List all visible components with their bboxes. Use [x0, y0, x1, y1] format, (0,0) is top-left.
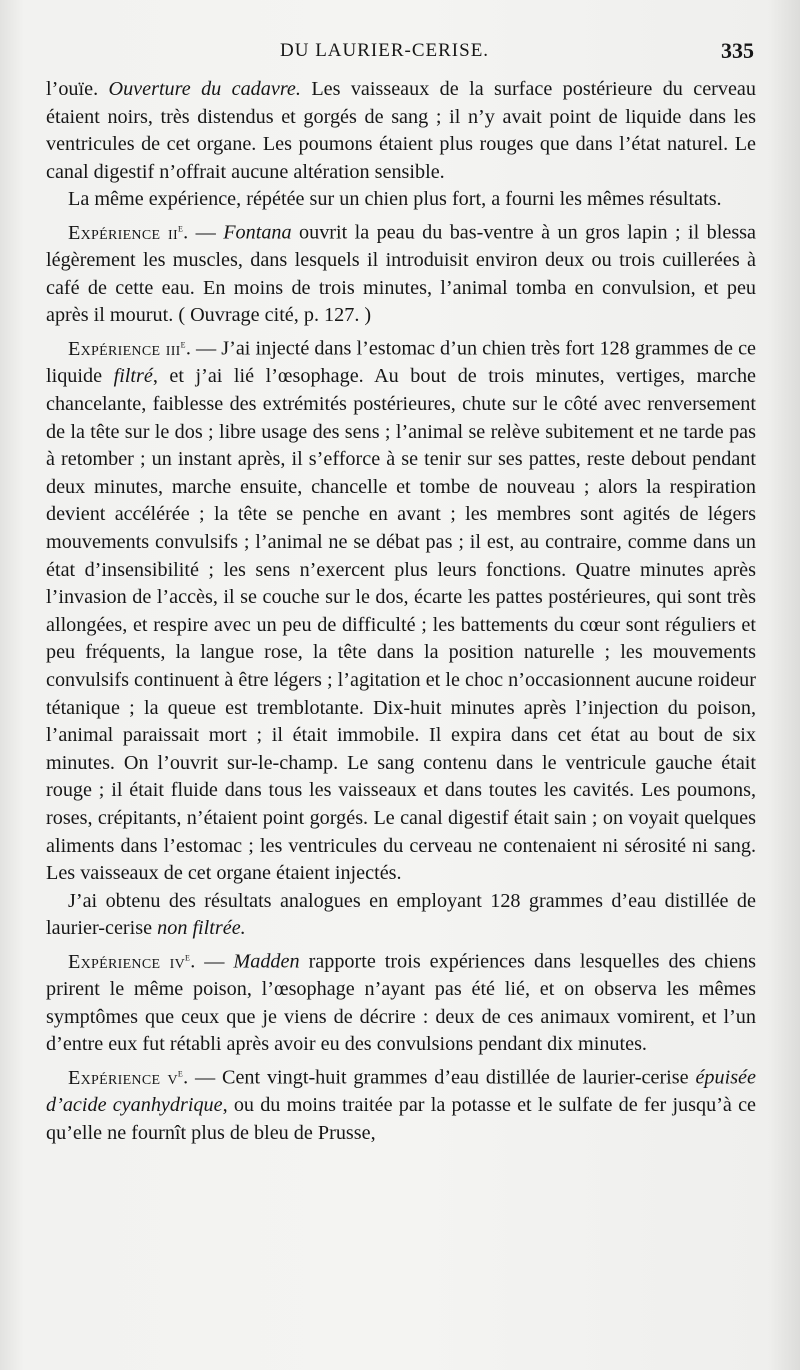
italic-text: Ouverture du cadavre. — [108, 78, 301, 100]
ordinal-superscript: e — [177, 219, 184, 234]
page-number: 335 — [721, 38, 754, 63]
text-run: rapporte trois expériences dans lesquelles des chiens prirent le même poison, l’œsophage n’ayant pas été lié, et on observa les mêmes symptômes que ceux que je viens de décrire : deux de ces animaux vomirent, et l’un d’entre eux fut rétabli après avoir eu des convulsions pendant dix minutes. — [46, 950, 756, 1056]
italic-text: Madden — [233, 950, 300, 973]
paragraph — [46, 186, 756, 214]
text-run: La même expérience, répétée sur un chien plus fort, a fourni les mêmes résultats. — [68, 188, 722, 211]
text-run: l’ouïe. — [46, 78, 109, 100]
ordinal-superscript: e — [177, 1064, 184, 1079]
italic-text: non filtrée. — [157, 917, 246, 940]
paragraph — [46, 214, 756, 330]
italic-text: épuisée d’acide cyanhydrique — [46, 1066, 756, 1117]
text-run: . — Cent vingt-huit grammes d’eau distillée de laurier-cerise — [183, 1066, 696, 1089]
experiment-heading — [68, 219, 184, 244]
paragraph — [46, 76, 756, 186]
italic-text: Fontana — [223, 221, 292, 244]
running-title: DU LAURIER-CERISE. — [280, 40, 490, 61]
experiment-numeral: v — [167, 1066, 178, 1089]
text-run: ouvrit la peau du bas-ventre à un gros lapin ; il blessa légèrement les muscles, dans lesquels il introduisit environ deux ou trois cuillerées à café de cette eau. En moins de trois minutes, l’animal tomba en convulsion, et peu après il mourut. ( Ouvrage cité, p. 127. ) — [46, 221, 756, 327]
paragraph — [46, 1059, 756, 1148]
paragraph — [46, 330, 756, 888]
experiment-heading — [68, 1064, 184, 1089]
page-header — [0, 38, 800, 68]
italic-text: filtré — [113, 365, 153, 388]
text-run: . — J’ai injecté dans l’estomac d’un chien très fort 128 grammes de ce liquide — [46, 337, 756, 388]
experiment-numeral: iv — [169, 950, 186, 973]
experiment-heading — [68, 338, 186, 360]
paragraph — [46, 888, 756, 943]
experiment-heading — [68, 948, 191, 973]
ordinal-superscript: e — [185, 948, 191, 963]
paragraph — [46, 943, 756, 1059]
text-run: . — — [190, 950, 234, 973]
text-run: J’ai obtenu des résultats analogues en employant 128 grammes d’eau distillée de laurier-cerise — [46, 889, 756, 940]
text-run: Les vaisseaux de la surface postérieure du cerveau étaient noirs, très distendus et gorgés de sang ; il n’y avait point de liquide dans les ventricules de cet organe. Les poumons étaient plus rouges que dans l’état naturel. Le canal digestif n’offrait aucune altération sensible. — [46, 78, 756, 183]
experiment-label: Expérience — [68, 950, 161, 973]
ordinal-superscript: e — [180, 336, 186, 351]
experiment-label: Expérience — [68, 221, 161, 244]
body-text — [46, 76, 756, 1148]
experiment-label: Expérience — [68, 337, 161, 360]
experiment-numeral: ii — [168, 221, 178, 244]
experiment-label: Expérience — [68, 1066, 161, 1089]
text-run: , et j’ai lié l’œsophage. Au bout de trois minutes, vertiges, marche chancelante, faiblesse des extrémités postérieures, chute sur le côté avec renversement de la tête sur le dos ; libre usage des sens ; l’animal se relève subitement et ne tarde pas à retomber ; un instant après, il s’efforce à se tenir sur ses pattes, reste debout pendant deux minutes, marche ensuite, chancelle et tombe de nouveau ; alors la respiration devient accélérée ; la tête se penche en avant ; les membres sont agités de légers mouvements convulsifs ; l’animal ne se débat pas ; il est, au contraire, comme dans un état d’insensibilité ; les sens n’exercent plus leurs fonctions. Quatre minutes après l’invasion de l’accès, il se couche sur le dos, écarte les pattes postérieures, qui sont très allongées, et respire avec un peu de difficulté ; les battements du cœur sont réguliers et peu fréquents, la langue rose, la tête dans la position naturelle ; les mouvements convulsifs continuent à être légers ; l’agitation et le choc n’occasionnent aucune roideur tétanique ; la queue est tremblotante. Dix-huit minutes après l’injection du poison, l’animal paraissait mort ; il était immobile. Il expira dans cet état au bout de six minutes. On l’ouvrit sur-le-champ. Le sang contenu dans le ventricule gauche était rouge ; il était fluide dans tous les vaisseaux et dans toutes les cavités. Les poumons, roses, crépitants, n’étaient point gorgés. Le canal digestif était sain ; on voyait quelques aliments dans l’estomac ; les ventricules du cerveau ne contenaient ni sérosité ni sang. Les vaisseaux de cet organe étaient injectés. — [46, 365, 757, 885]
experiment-numeral: iii — [165, 337, 181, 360]
text-run: . — — [183, 221, 224, 244]
text-run: , ou du moins traitée par la potasse et le sulfate de fer jusqu’à ce qu’elle ne fournît plus de bleu de Prusse, — [46, 1094, 756, 1144]
